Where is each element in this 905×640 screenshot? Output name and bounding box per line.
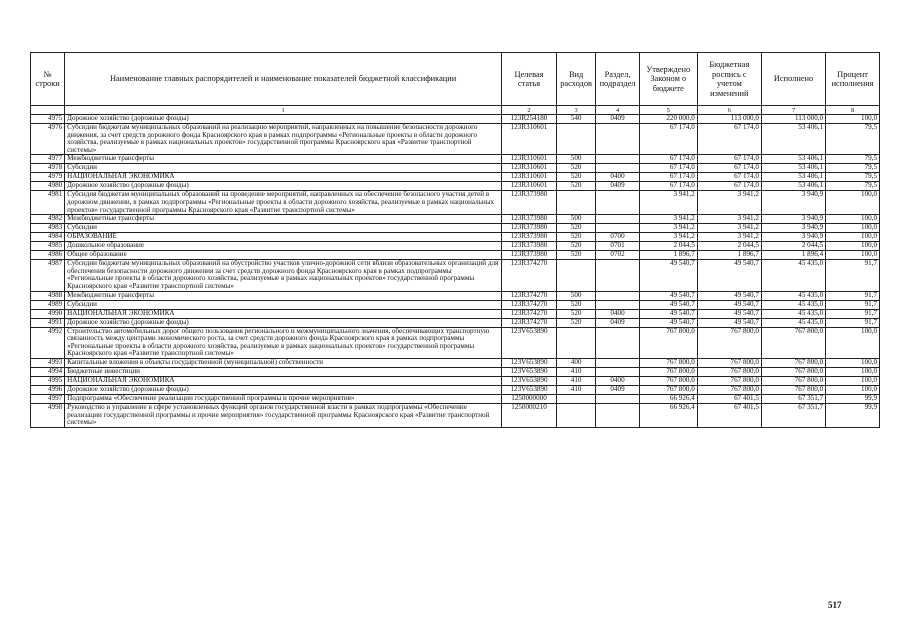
table-row (31, 115, 880, 124)
expense-kind-cell (556, 191, 595, 215)
row-number-cell: 4983 (31, 224, 65, 233)
section-cell (596, 327, 639, 358)
header-approved: Утверждено Законом о бюджете (639, 53, 697, 106)
approved-cell: 66 926,4 (639, 394, 697, 403)
schedule-cell: 767 800,0 (697, 327, 761, 358)
percent-cell: 91,7 (826, 260, 880, 291)
percent-cell: 100,0 (826, 251, 880, 260)
name-cell: Субсидии (65, 224, 502, 233)
name-cell: Капитальные вложения в объекты государственной (муниципальной) собственности (65, 358, 502, 367)
row-number-cell: 4984 (31, 233, 65, 242)
name-cell: Дорожное хозяйство (дорожные фонды) (65, 182, 502, 191)
percent-cell: 79,5 (826, 182, 880, 191)
column-number: 2 (502, 106, 557, 115)
percent-cell: 91,7 (826, 300, 880, 309)
schedule-cell: 49 540,7 (697, 300, 761, 309)
table-row (31, 251, 880, 260)
schedule-cell: 3 941,2 (697, 215, 761, 224)
executed-cell: 1 896,4 (761, 251, 825, 260)
executed-cell: 45 435,0 (761, 309, 825, 318)
target-article-cell: 123V653890 (502, 376, 557, 385)
expense-kind-cell (556, 327, 595, 358)
table-row (31, 260, 880, 291)
percent-cell: 79,5 (826, 155, 880, 164)
percent-cell: 79,5 (826, 164, 880, 173)
table-row (31, 291, 880, 300)
section-cell (596, 367, 639, 376)
target-article-cell: 123R373980 (502, 224, 557, 233)
target-article-cell: 123R310601 (502, 124, 557, 155)
schedule-cell: 767 800,0 (697, 376, 761, 385)
expense-kind-cell: 410 (556, 367, 595, 376)
approved-cell: 67 174,0 (639, 182, 697, 191)
executed-cell: 53 406,1 (761, 182, 825, 191)
name-cell: Общее образование (65, 251, 502, 260)
section-cell: 0409 (596, 385, 639, 394)
executed-cell: 53 406,1 (761, 155, 825, 164)
name-cell: Субсидии (65, 164, 502, 173)
percent-cell: 91,7 (826, 318, 880, 327)
table-row (31, 327, 880, 358)
table-row (31, 309, 880, 318)
table-row (31, 215, 880, 224)
row-number-cell: 4987 (31, 260, 65, 291)
percent-cell: 100,0 (826, 233, 880, 242)
schedule-cell: 67 174,0 (697, 124, 761, 155)
executed-cell: 45 435,0 (761, 260, 825, 291)
table-row (31, 124, 880, 155)
executed-cell: 3 940,9 (761, 191, 825, 215)
approved-cell: 3 941,2 (639, 191, 697, 215)
name-cell: НАЦИОНАЛЬНАЯ ЭКОНОМИКА (65, 173, 502, 182)
schedule-cell: 3 941,2 (697, 191, 761, 215)
expense-kind-cell: 520 (556, 300, 595, 309)
approved-cell: 49 540,7 (639, 318, 697, 327)
target-article-cell: 123R374270 (502, 318, 557, 327)
name-cell: Субсидии бюджетам муниципальных образований на обустройство участков улично-дорожной сети вблизи образовательных организаций для обеспечения безопасности дорожного движения за счет средств дорожного фонда Красноярского края в рамках подпрограммы «Региональные проекты в области дорожного хозяйства, реализуемые в рамках национальных проектов» государственной программы Красноярского края «Развитие транспортной системы» (65, 260, 502, 291)
column-number: 5 (639, 106, 697, 115)
table-row (31, 367, 880, 376)
section-cell: 0700 (596, 233, 639, 242)
column-number-row (31, 106, 880, 115)
approved-cell: 3 941,2 (639, 224, 697, 233)
schedule-cell: 67 174,0 (697, 155, 761, 164)
section-cell: 0409 (596, 115, 639, 124)
executed-cell: 45 435,0 (761, 291, 825, 300)
expense-kind-cell: 410 (556, 385, 595, 394)
section-cell (596, 155, 639, 164)
name-cell: Межбюджетные трансферты (65, 215, 502, 224)
header-executed: Исполнено (761, 53, 825, 106)
approved-cell: 2 044,5 (639, 242, 697, 251)
name-cell: ОБРАЗОВАНИЕ (65, 233, 502, 242)
expense-kind-cell (556, 394, 595, 403)
row-number-cell: 4989 (31, 300, 65, 309)
target-article-cell: 123R254180 (502, 115, 557, 124)
table-row (31, 224, 880, 233)
header-row-number: № строки (31, 53, 65, 106)
schedule-cell: 49 540,7 (697, 309, 761, 318)
section-cell: 0409 (596, 318, 639, 327)
target-article-cell: 123R373980 (502, 242, 557, 251)
name-cell: Дорожное хозяйство (дорожные фонды) (65, 115, 502, 124)
row-number-cell: 4997 (31, 394, 65, 403)
percent-cell: 99,9 (826, 403, 880, 427)
expense-kind-cell: 520 (556, 242, 595, 251)
name-cell: Руководство и управление в сфере установленных функций органов государственной власти в рамках подпрограммы «Обеспечение реализации государственной программы и прочие мероприятия» государственной программы Красноярского края «Развитие транспортной системы» (65, 403, 502, 427)
approved-cell: 49 540,7 (639, 291, 697, 300)
budget-table (30, 52, 880, 428)
target-article-cell: 123R374270 (502, 309, 557, 318)
percent-cell: 100,0 (826, 367, 880, 376)
row-number-cell: 4980 (31, 182, 65, 191)
schedule-cell: 113 000,0 (697, 115, 761, 124)
header-section: Раздел, подраздел (596, 53, 639, 106)
approved-cell: 767 800,0 (639, 376, 697, 385)
schedule-cell: 3 941,2 (697, 233, 761, 242)
table-row (31, 242, 880, 251)
schedule-cell: 767 800,0 (697, 367, 761, 376)
approved-cell: 220 000,0 (639, 115, 697, 124)
percent-cell: 100,0 (826, 191, 880, 215)
name-cell: Дорожное хозяйство (дорожные фонды) (65, 318, 502, 327)
section-cell (596, 403, 639, 427)
target-article-cell: 123R373980 (502, 191, 557, 215)
section-cell (596, 260, 639, 291)
percent-cell: 100,0 (826, 242, 880, 251)
row-number-cell: 4995 (31, 376, 65, 385)
row-number-cell: 4994 (31, 367, 65, 376)
executed-cell: 53 406,1 (761, 164, 825, 173)
row-number-cell: 4998 (31, 403, 65, 427)
table-row (31, 155, 880, 164)
header-expense-kind: Вид расходов (556, 53, 595, 106)
approved-cell: 49 540,7 (639, 300, 697, 309)
target-article-cell: 123R310601 (502, 173, 557, 182)
expense-kind-cell: 520 (556, 182, 595, 191)
expense-kind-cell (556, 260, 595, 291)
table-header-row (31, 53, 880, 106)
approved-cell: 3 941,2 (639, 233, 697, 242)
percent-cell: 100,0 (826, 358, 880, 367)
approved-cell: 67 174,0 (639, 164, 697, 173)
column-number: 3 (556, 106, 595, 115)
row-number-cell: 4978 (31, 164, 65, 173)
section-cell (596, 164, 639, 173)
expense-kind-cell: 520 (556, 251, 595, 260)
approved-cell: 66 926,4 (639, 403, 697, 427)
name-cell: Строительство автомобильных дорог общего пользования регионального и межмуниципального значения, обеспечивающих транспортную связанность между центрами экономического роста, за счет средств дорожного фонда Красноярского края в рамках подпрограммы «Региональные проекты в области дорожного хозяйства, реализуемые в рамках национальных проектов» государственной программы Красноярского края «Развитие транспортной системы» (65, 327, 502, 358)
expense-kind-cell (556, 403, 595, 427)
column-number: 7 (761, 106, 825, 115)
approved-cell: 67 174,0 (639, 155, 697, 164)
name-cell: Субсидии бюджетам муниципальных образований на реализацию мероприятий, направленных на повышение безопасности дорожного движения, за счет средств дорожного фонда Красноярского края в рамках подпрограммы «Региональные проекты в области дорожного хозяйства, реализуемые в рамках национальных проектов» государственной программы Красноярского края «Развитие транспортной системы» (65, 124, 502, 155)
executed-cell: 767 800,0 (761, 376, 825, 385)
target-article-cell: 123R374270 (502, 260, 557, 291)
approved-cell: 767 800,0 (639, 385, 697, 394)
name-cell: Дорожное хозяйство (дорожные фонды) (65, 385, 502, 394)
executed-cell: 45 435,0 (761, 318, 825, 327)
expense-kind-cell (556, 124, 595, 155)
table-row (31, 358, 880, 367)
row-number-cell: 4977 (31, 155, 65, 164)
executed-cell: 53 406,1 (761, 173, 825, 182)
section-cell (596, 358, 639, 367)
percent-cell: 100,0 (826, 376, 880, 385)
section-cell (596, 124, 639, 155)
row-number-cell: 4979 (31, 173, 65, 182)
expense-kind-cell: 500 (556, 291, 595, 300)
header-percent: Процент исполнения (826, 53, 880, 106)
name-cell: НАЦИОНАЛЬНАЯ ЭКОНОМИКА (65, 309, 502, 318)
table-row (31, 233, 880, 242)
column-number: 8 (826, 106, 880, 115)
schedule-cell: 67 174,0 (697, 173, 761, 182)
table-row (31, 403, 880, 427)
table-row (31, 173, 880, 182)
table-row (31, 394, 880, 403)
section-cell: 0400 (596, 173, 639, 182)
executed-cell: 767 800,0 (761, 367, 825, 376)
table-row (31, 164, 880, 173)
header-schedule: Бюджетная роспись с учетом изменений (697, 53, 761, 106)
schedule-cell: 1 896,7 (697, 251, 761, 260)
section-cell (596, 191, 639, 215)
row-number-cell: 4975 (31, 115, 65, 124)
expense-kind-cell: 500 (556, 215, 595, 224)
target-article-cell: 123R310601 (502, 164, 557, 173)
target-article-cell: 123R310601 (502, 155, 557, 164)
table-row (31, 191, 880, 215)
section-cell (596, 215, 639, 224)
approved-cell: 767 800,0 (639, 358, 697, 367)
expense-kind-cell: 540 (556, 115, 595, 124)
target-article-cell: 123V653890 (502, 327, 557, 358)
row-number-cell: 4985 (31, 242, 65, 251)
section-cell: 0400 (596, 309, 639, 318)
section-cell (596, 224, 639, 233)
approved-cell: 49 540,7 (639, 309, 697, 318)
row-number-cell: 4982 (31, 215, 65, 224)
approved-cell: 767 800,0 (639, 327, 697, 358)
expense-kind-cell: 410 (556, 376, 595, 385)
schedule-cell: 67 174,0 (697, 182, 761, 191)
section-cell: 0702 (596, 251, 639, 260)
approved-cell: 49 540,7 (639, 260, 697, 291)
executed-cell: 67 351,7 (761, 403, 825, 427)
schedule-cell: 67 401,5 (697, 403, 761, 427)
approved-cell: 67 174,0 (639, 173, 697, 182)
schedule-cell: 2 044,5 (697, 242, 761, 251)
target-article-cell: 123R373980 (502, 233, 557, 242)
expense-kind-cell: 520 (556, 309, 595, 318)
section-cell: 0701 (596, 242, 639, 251)
table-row (31, 376, 880, 385)
percent-cell: 100,0 (826, 215, 880, 224)
row-number-cell: 4992 (31, 327, 65, 358)
percent-cell: 100,0 (826, 385, 880, 394)
executed-cell: 767 800,0 (761, 385, 825, 394)
page-number: 517 (828, 600, 842, 610)
section-cell: 0409 (596, 182, 639, 191)
approved-cell: 67 174,0 (639, 124, 697, 155)
row-number-cell: 4981 (31, 191, 65, 215)
executed-cell: 3 940,9 (761, 233, 825, 242)
target-article-cell: 123R373980 (502, 215, 557, 224)
section-cell (596, 394, 639, 403)
row-number-cell: 4990 (31, 309, 65, 318)
executed-cell: 767 800,0 (761, 358, 825, 367)
percent-cell: 79,5 (826, 173, 880, 182)
row-number-cell: 4993 (31, 358, 65, 367)
executed-cell: 3 940,9 (761, 215, 825, 224)
percent-cell: 100,0 (826, 327, 880, 358)
header-name: Наименование главных распорядителей и наименование показателей бюджетной классификации (65, 53, 502, 106)
table-row (31, 318, 880, 327)
name-cell: Субсидия бюджетам муниципальных образований на проведение мероприятий, направленных на обеспечение безопасного участия детей в дорожном движении, в рамках подпрограммы «Региональные проекты в области дорожного хозяйства, реализуемые в рамках национальных проектов» государственной программы Красноярского края «Развитие транспортной системы» (65, 191, 502, 215)
target-article-cell: 123R373980 (502, 251, 557, 260)
schedule-cell: 49 540,7 (697, 260, 761, 291)
executed-cell: 3 940,9 (761, 224, 825, 233)
target-article-cell: 1250000210 (502, 403, 557, 427)
target-article-cell: 123R310601 (502, 182, 557, 191)
header-target-article: Целевая статья (502, 53, 557, 106)
name-cell: Бюджетные инвестиции (65, 367, 502, 376)
section-cell: 0400 (596, 376, 639, 385)
column-number (31, 106, 65, 115)
row-number-cell: 4996 (31, 385, 65, 394)
row-number-cell: 4988 (31, 291, 65, 300)
expense-kind-cell: 400 (556, 358, 595, 367)
expense-kind-cell: 520 (556, 164, 595, 173)
target-article-cell: 123V653890 (502, 367, 557, 376)
row-number-cell: 4991 (31, 318, 65, 327)
target-article-cell: 123V653890 (502, 385, 557, 394)
expense-kind-cell: 500 (556, 155, 595, 164)
expense-kind-cell: 520 (556, 233, 595, 242)
row-number-cell: 4976 (31, 124, 65, 155)
expense-kind-cell: 520 (556, 224, 595, 233)
schedule-cell: 49 540,7 (697, 318, 761, 327)
row-number-cell: 4986 (31, 251, 65, 260)
percent-cell: 99,9 (826, 394, 880, 403)
approved-cell: 767 800,0 (639, 367, 697, 376)
section-cell (596, 291, 639, 300)
executed-cell: 113 000,0 (761, 115, 825, 124)
executed-cell: 2 044,5 (761, 242, 825, 251)
schedule-cell: 67 401,5 (697, 394, 761, 403)
name-cell: Подпрограмма «Обеспечение реализации государственной программы и прочие мероприятия» (65, 394, 502, 403)
executed-cell: 67 351,7 (761, 394, 825, 403)
percent-cell: 79,5 (826, 124, 880, 155)
percent-cell: 91,7 (826, 309, 880, 318)
name-cell: Межбюджетные трансферты (65, 155, 502, 164)
schedule-cell: 49 540,7 (697, 291, 761, 300)
approved-cell: 3 941,2 (639, 215, 697, 224)
expense-kind-cell: 520 (556, 173, 595, 182)
column-number: 1 (65, 106, 502, 115)
schedule-cell: 3 941,2 (697, 224, 761, 233)
schedule-cell: 67 174,0 (697, 164, 761, 173)
schedule-cell: 767 800,0 (697, 385, 761, 394)
name-cell: Дошкольное образование (65, 242, 502, 251)
name-cell: Межбюджетные трансферты (65, 291, 502, 300)
column-number: 4 (596, 106, 639, 115)
percent-cell: 100,0 (826, 115, 880, 124)
expense-kind-cell: 520 (556, 318, 595, 327)
executed-cell: 767 800,0 (761, 327, 825, 358)
target-article-cell: 1250000000 (502, 394, 557, 403)
column-number: 6 (697, 106, 761, 115)
percent-cell: 100,0 (826, 224, 880, 233)
target-article-cell: 123R374270 (502, 300, 557, 309)
target-article-cell: 123R374270 (502, 291, 557, 300)
table-row (31, 385, 880, 394)
table-row (31, 300, 880, 309)
name-cell: Субсидии (65, 300, 502, 309)
approved-cell: 1 896,7 (639, 251, 697, 260)
section-cell (596, 300, 639, 309)
name-cell: НАЦИОНАЛЬНАЯ ЭКОНОМИКА (65, 376, 502, 385)
percent-cell: 91,7 (826, 291, 880, 300)
executed-cell: 45 435,0 (761, 300, 825, 309)
target-article-cell: 123V653890 (502, 358, 557, 367)
schedule-cell: 767 800,0 (697, 358, 761, 367)
table-row (31, 182, 880, 191)
executed-cell: 53 406,1 (761, 124, 825, 155)
